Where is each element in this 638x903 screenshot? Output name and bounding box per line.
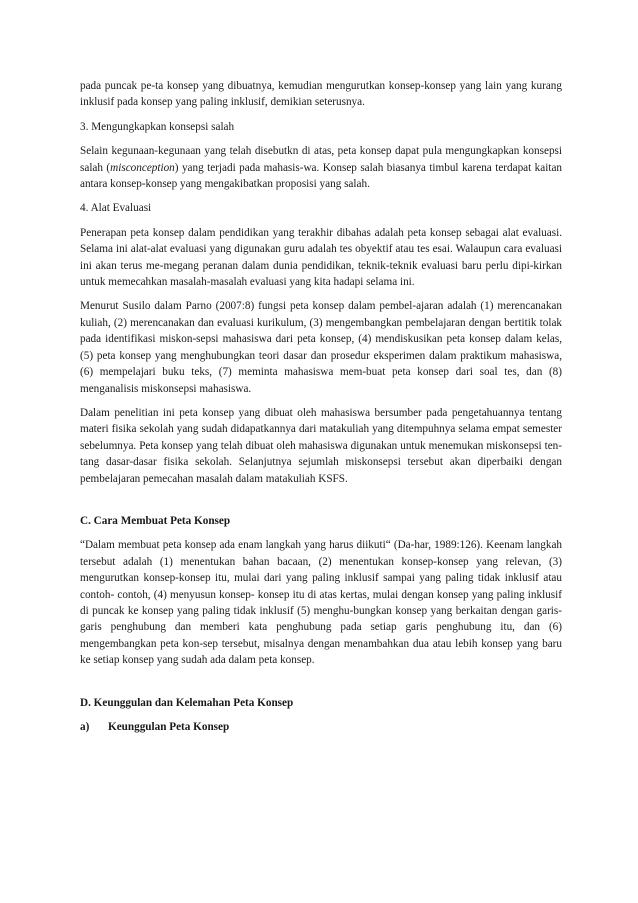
subitem-label: Keunggulan Peta Konsep bbox=[108, 721, 230, 733]
section-gap bbox=[80, 677, 562, 695]
item-3-text-after: ) yang terjadi pada mahasis-wa. Konsep salah biasanya timbul karena terdapat kaitan antara konsep-konsep yang mengakibatkan proposisi yang salah. bbox=[80, 161, 563, 191]
item-4-paragraph-1: Penerapan peta konsep dalam pendidikan yang terakhir dibahas adalah peta konsep sebagai alat evaluasi. Selama ini alat-alat evaluasi yang digunakan guru adalah tes obyektif atau tes esai. Walaupun cara evaluasi ini akan terus me-megang peranan dalam dunia pendidikan, teknik-teknik evaluasi baru perlu dipi-kirkan untuk memecahkan masalah-masalah evaluasi yang kita hadapi selama ini. bbox=[80, 226, 562, 289]
item-4-heading: 4. Alat Evaluasi bbox=[80, 202, 152, 215]
paragraph-intro: pada puncak pe-ta konsep yang dibuatnya, kemudian mengurutkan konsep-konsep yang lain yang kurang inklusif pada konsep yang paling inklusif, demikian seterusnya. bbox=[80, 80, 562, 109]
item-3-italic-term: misconception bbox=[110, 161, 175, 174]
subitem-number: a) bbox=[80, 721, 90, 733]
item-3-heading: 3. Mengungkapkan konsepsi salah bbox=[80, 120, 235, 133]
section-d-title: D. Keunggulan dan Kelemahan Peta Konsep bbox=[80, 696, 294, 709]
section-d-subitem-a bbox=[80, 719, 562, 735]
item-3-paragraph bbox=[80, 143, 562, 192]
item-4-paragraph-3: Dalam penelitian ini peta konsep yang dibuat oleh mahasiswa bersumber pada pengetahuannya tentang materi fisika sekolah yang sudah didapatkannya dari matakuliah yang ditempuhnya selama empat semester sebelumnya. Peta konsep yang telah dibuat oleh mahasiswa digunakan untuk menemukan miskonsepsi ten-tang dasar-dasar fisika sekolah. Selanjutnya sejumlah miskonsepsi tersebut akan diperbaiki dengan pembelajaran pemecahan masalah dalam matakuliah KSFS. bbox=[80, 406, 562, 485]
section-c-paragraph: “Dalam membuat peta konsep ada enam langkah yang harus diikuti“ (Da-har, 1989:126). Keenam langkah tersebut adalah (1) menentukan bahan bacaan, (2) menentukan konsep-konsep yang relevan, (3) mengurutkan konsep-konsep itu, mulai dari yang paling inklusif sampai yang paling tidak inklusif atau contoh- contoh, (4) menyusun konsep- konsep itu di atas kertas, mulai dengan konsep yang paling inklusif di puncak ke konsep yang paling tidak inklusif (5) menghu-bungkan konsep yang berkaitan dengan garis-garis penghubung dan memberi kata penghubung pada setiap garis penghubung itu, dan (6) mengembangkan peta kon-sep tersebut, misalnya dengan menambahkan dua atau lebih konsep yang baru ke setiap konsep yang sudah ada dalam peta konsep. bbox=[80, 539, 562, 667]
item-3-text-before: Selain kegunaan-kegunaan yang telah disebutkn di atas, peta konsep dapat pula mengungkapkan konsepsi salah ( bbox=[80, 145, 562, 174]
item-4-paragraph-2: Menurut Susilo dalam Parno (2007:8) fungsi peta konsep dalam pembel-ajaran adalah (1) merencanakan kuliah, (2) merencanakan dan evaluasi kurikulum, (3) mengembangkan pembelajaran dengan bertitik tolak pada identifikasi miskon-sepsi mahasiswa dari peta konsep, (4) mendiskusikan peta konsep dalam kelas, (5) peta konsep yang menghubungkan teori dasar dan prosedur eksperimen dalam praktikum mahasiswa, (6) mempelajari buku teks, (7) meminta mahasiswa mem-buat peta konsep dari soal tes, dan (8) menganalisis miskonsepsi mahasiswa. bbox=[80, 300, 562, 395]
section-gap bbox=[80, 495, 562, 513]
document-page bbox=[80, 78, 562, 735]
section-c-title: C. Cara Membuat Peta Konsep bbox=[80, 514, 231, 527]
